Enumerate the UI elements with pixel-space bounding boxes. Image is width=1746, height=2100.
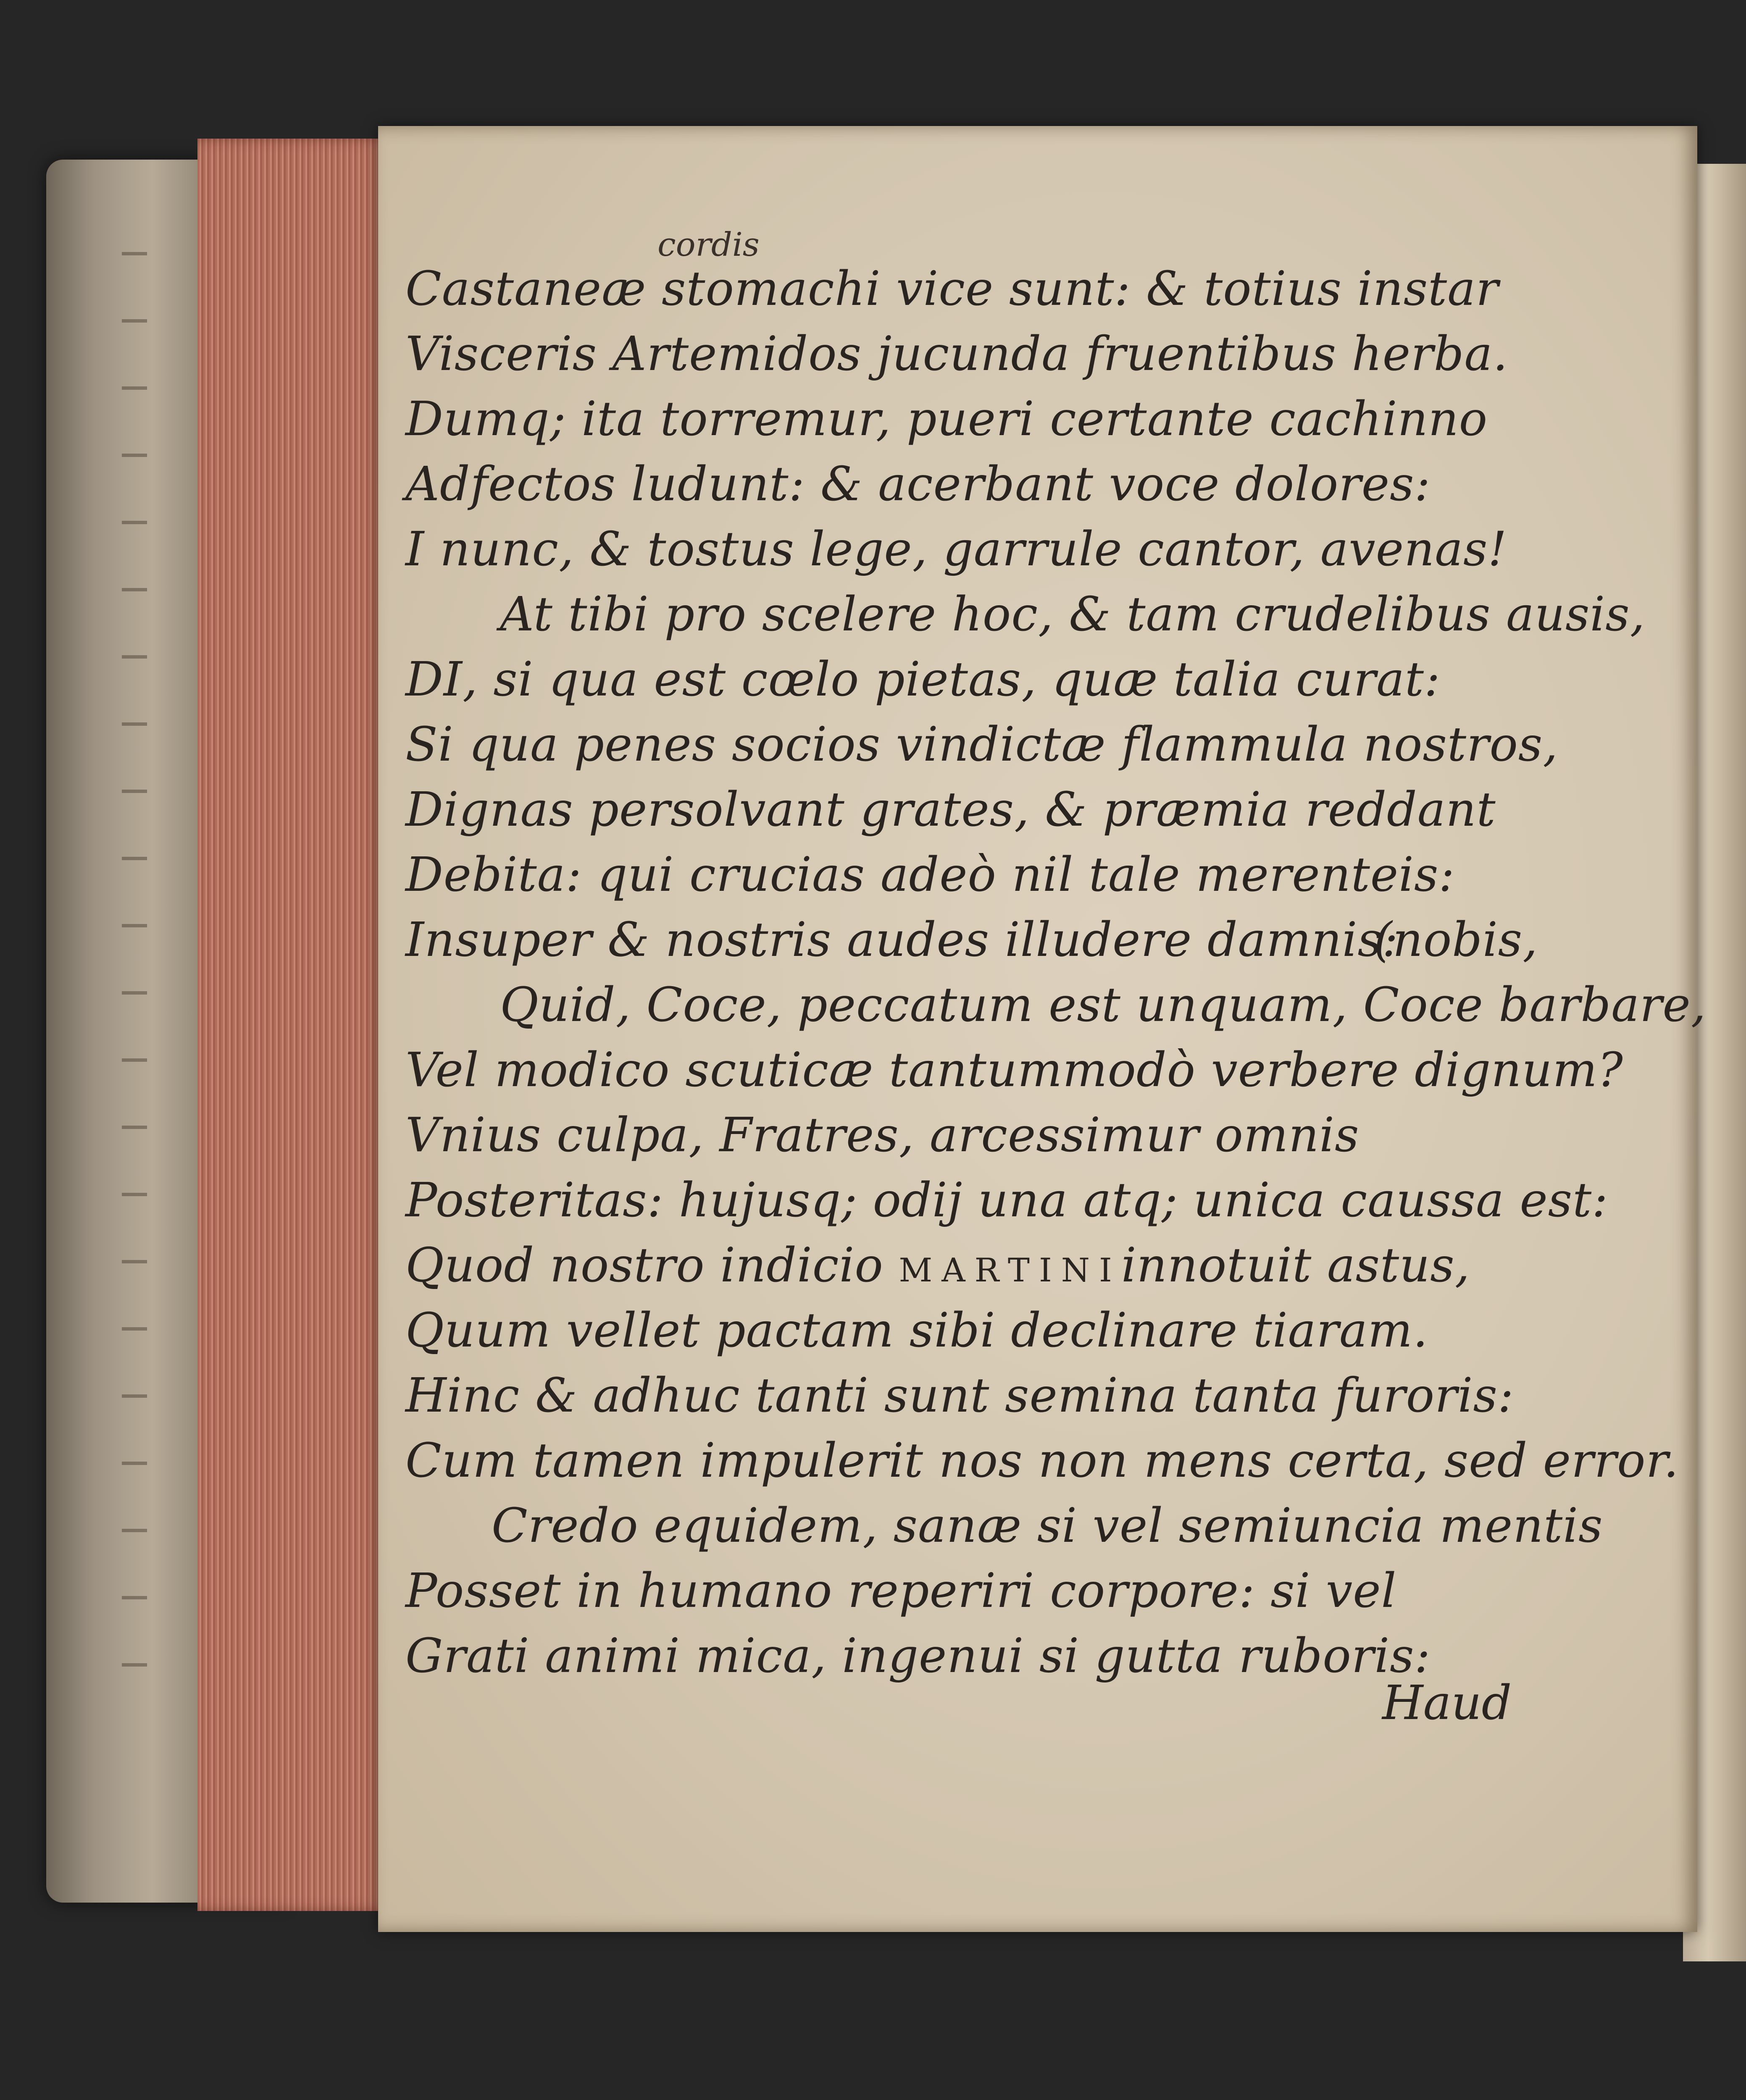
verse-line-start: Quod nostro indicio <box>405 1238 884 1293</box>
verse-line: At tibi pro scelere hoc, & tam crudelibus ausis, <box>500 587 1646 642</box>
verse-line: Si qua penes socios vindictæ flammula nostros, <box>405 717 1559 772</box>
verse-line: I nunc, & tostus lege, garrule cantor, avenas! <box>405 522 1507 577</box>
handwritten-annotation: cordis <box>657 226 760 264</box>
verse-line: Hinc & adhuc tanti sunt semina tanta furoris: <box>405 1368 1514 1423</box>
verse-line-tail: (nobis, <box>1374 913 1538 967</box>
verse-line: DI, si qua est cœlo pietas, quæ talia curat: <box>405 652 1441 707</box>
verse-line: Dumq; ita torremur, pueri certante cachinno <box>405 392 1488 446</box>
page-edges <box>197 139 391 1911</box>
verse-line: Grati animi mica, ingenui si gutta ruboris: <box>405 1629 1431 1683</box>
verse-line: Visceris Artemidos jucunda fruentibus herba. <box>405 327 1508 381</box>
verse-line: Quum vellet pactam sibi declinare tiaram. <box>405 1303 1428 1358</box>
spine-bands <box>122 252 147 1722</box>
verse-line: Adfectos ludunt: & acerbant voce dolores: <box>405 457 1431 512</box>
verse-line: Insuper & nostris audes illudere damnis: <box>405 913 1399 967</box>
verse-line: Credo equidem, sanæ si vel semiuncia mentis <box>492 1499 1603 1553</box>
verse-line: Vnius culpa, Fratres, arcessimur omnis <box>405 1108 1359 1163</box>
verse-line: Vel modico scuticæ tantummodò verbere dignum? <box>405 1043 1623 1097</box>
verse-line-end: innotuit astus, <box>1121 1238 1470 1293</box>
verse-line: Quid, Coce, peccatum est unquam, Coce barbare, <box>500 978 1707 1032</box>
verse-line: Posteritas: hujusq; odij una atq; unica caussa est: <box>405 1173 1608 1228</box>
verse-line: Cum tamen impulerit nos non mens certa, sed error. <box>405 1433 1679 1488</box>
verse-line <box>405 1240 1470 1296</box>
verse-line: Posset in humano reperiri corpore: si vel <box>405 1564 1397 1618</box>
verse-line: Castaneæ stomachi vice sunt: & totius instar <box>405 262 1499 316</box>
verse-line: Debita: qui crucias adeò nil tale merenteis: <box>405 848 1455 902</box>
name-martini: MARTINI <box>899 1252 1121 1289</box>
catchword: Haud <box>1382 1676 1512 1730</box>
verse-line: Dignas persolvant grates, & præmia reddant <box>405 782 1496 837</box>
